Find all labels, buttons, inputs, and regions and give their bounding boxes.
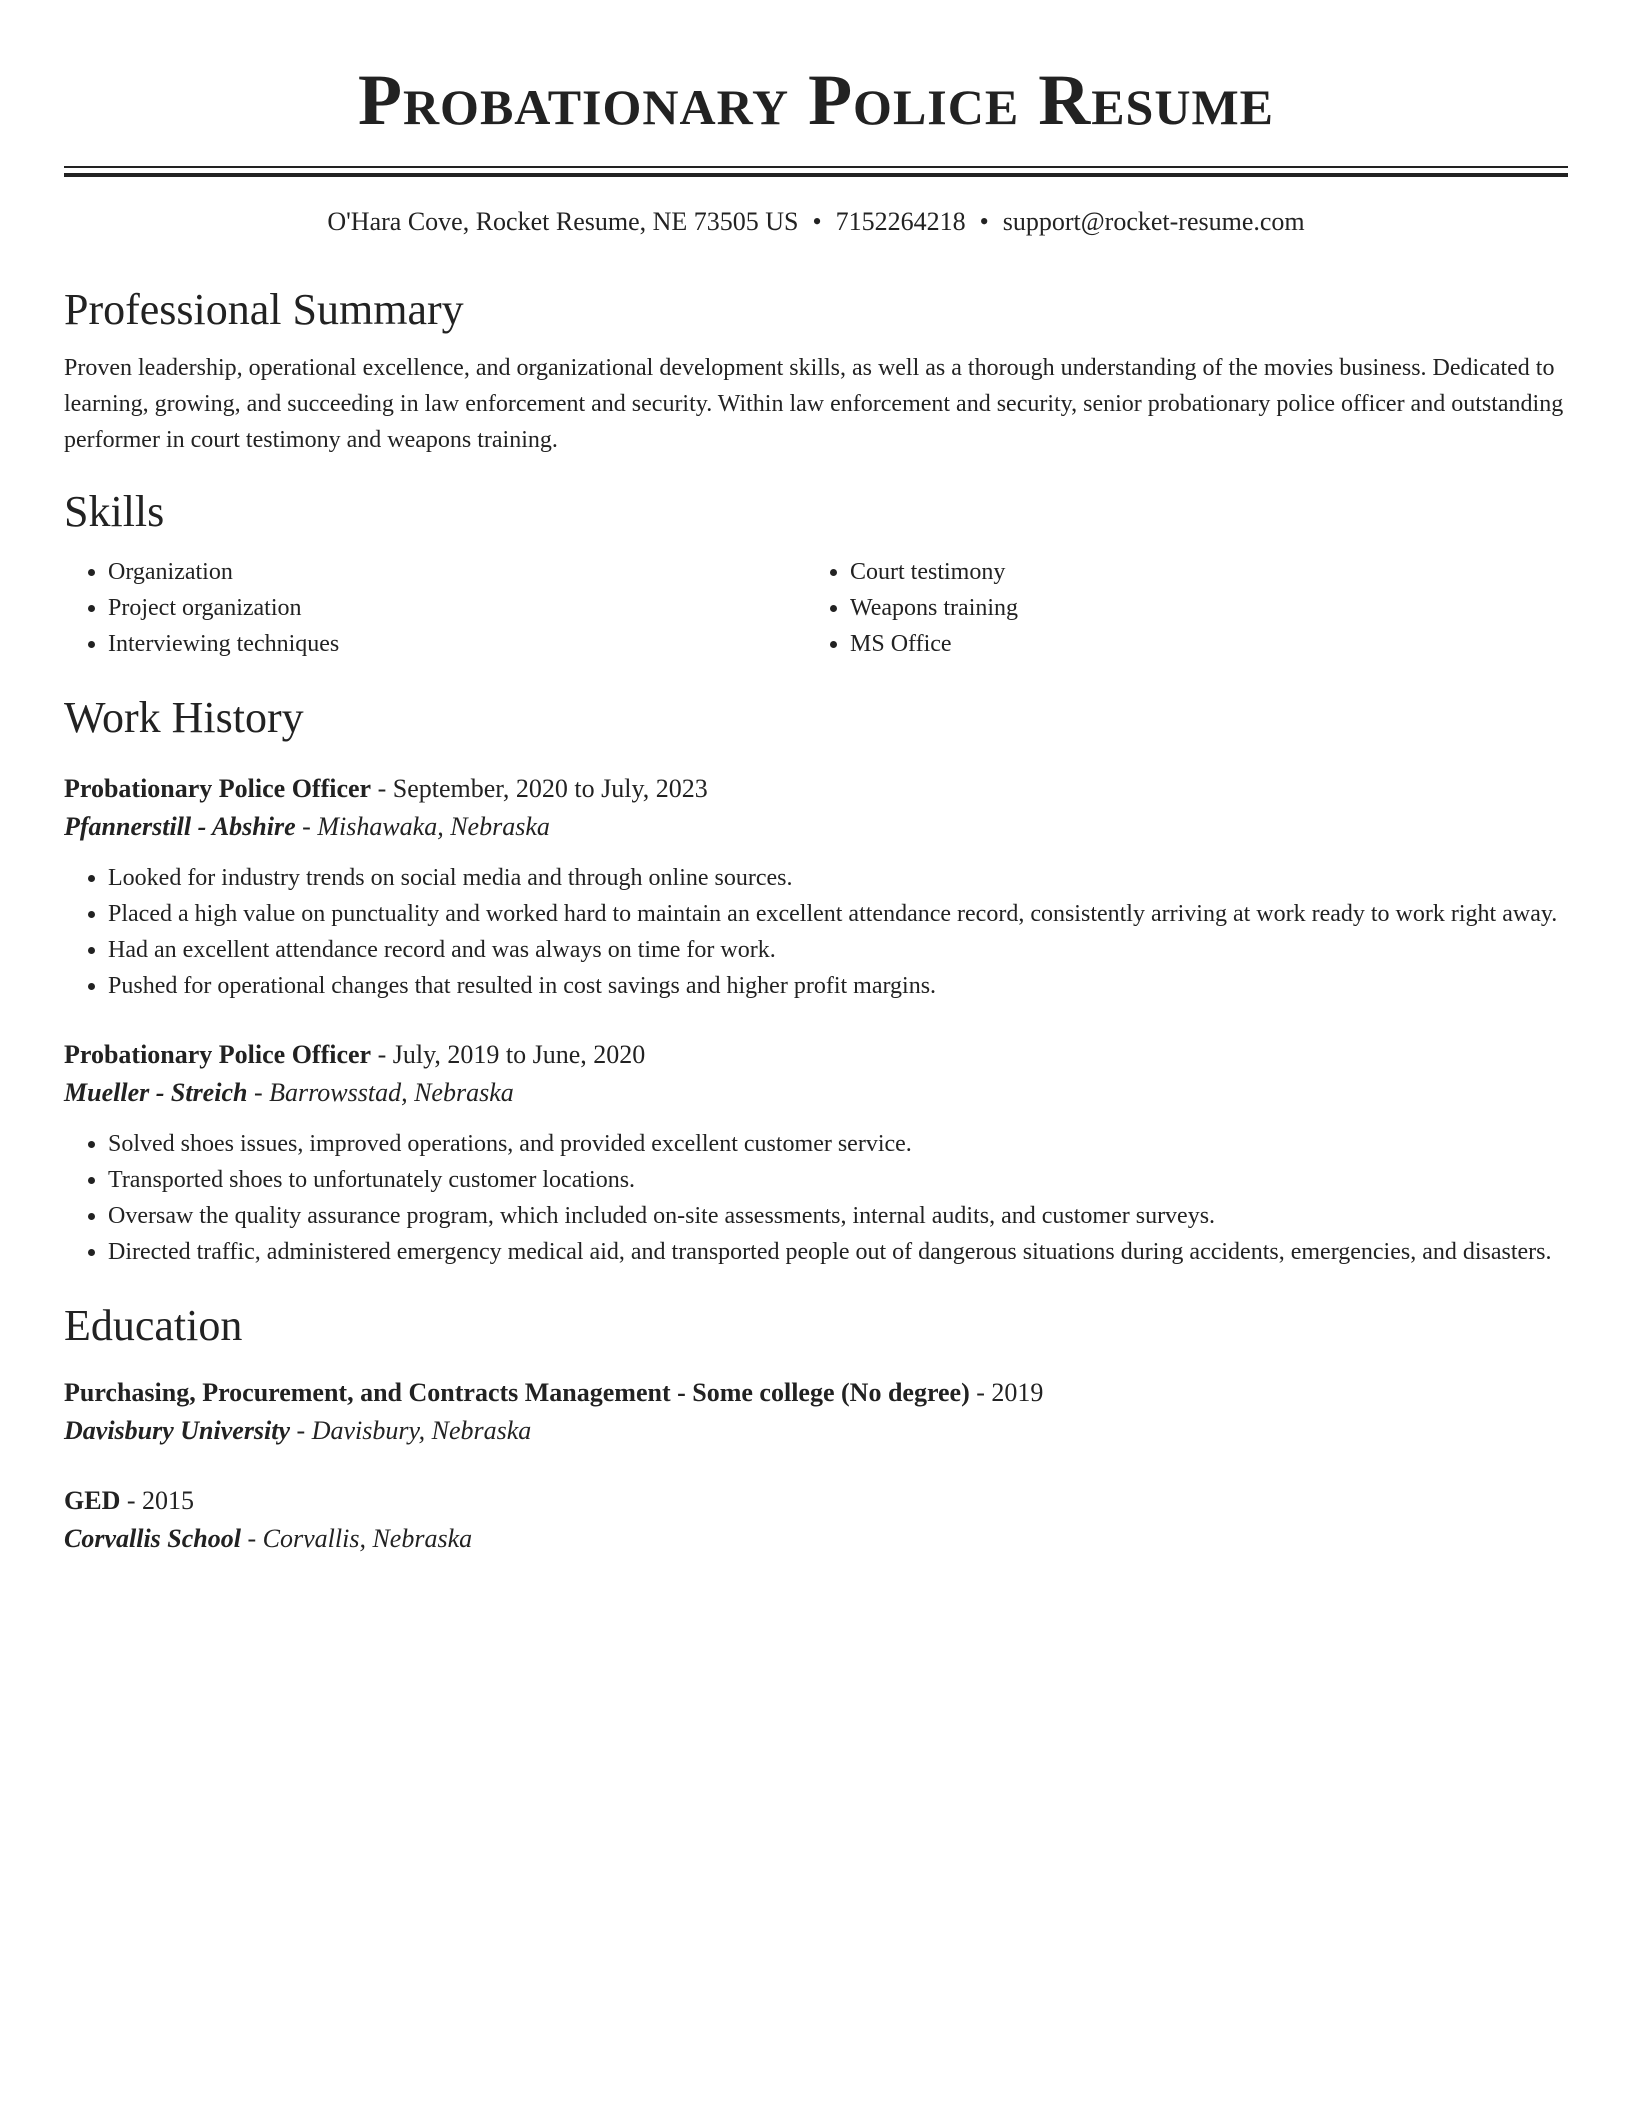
skill-item: • Organization [108,554,806,590]
summary-text: Proven leadership, operational excellence, and organizational development skills, as well as a thorough understanding of the movies business. Dedicated to learning, growing, and succeeding in law enforcement and security. Within law enforcement and security, senior probationary police officer and outstanding performer in court testimony and weapons training. [64,355,1564,453]
job-header [64,1036,1568,1074]
job-bullet: • Pushed for operational changes that resulted in cost savings and higher profit margins. [108,968,1568,1004]
education-degree: GED [64,1486,121,1515]
job-title: Probationary Police Officer [64,1040,372,1069]
education-location: Davisbury, Nebraska [311,1416,532,1445]
job-dates: September, 2020 to July, 2023 [392,774,708,803]
job-bullet: • Placed a high value on punctuality and worked hard to maintain an excellent attendance record, consistently arriving at work ready to work right away. [108,896,1568,932]
job-bullet: • Had an excellent attendance record and was always on time for work. [108,932,1568,968]
job-dash: - [371,774,393,803]
education-dash: - [240,1524,263,1553]
education-header [64,1482,1568,1520]
education-header [64,1374,1568,1412]
title-divider [64,166,1568,176]
job-bullets [64,1126,1568,1270]
education-degree: Purchasing, Procurement, and Contracts Management - Some college (No degree) [64,1378,970,1407]
job-title: Probationary Police Officer [64,774,372,803]
education-school: Davisbury University [64,1416,291,1445]
skill-item: • Weapons training [850,590,1548,626]
education-school-line [64,1520,1568,1558]
education-dash: - [290,1416,312,1445]
job-dates: July, 2019 to June, 2020 [392,1040,646,1069]
contact-separator: • [979,207,989,236]
education-school: Corvallis School [64,1524,241,1553]
job-entry [64,1036,1568,1270]
summary-heading: Professional Summary [64,285,464,334]
job-header [64,770,1568,808]
job-bullet: • Oversaw the quality assurance program, which included on-site assessments, internal audits, and customer surveys. [108,1198,1568,1234]
job-company: Pfannerstill - Abshire [64,812,296,841]
contact-email: support@rocket-resume.com [1002,207,1305,236]
job-bullet: • Directed traffic, administered emergency medical aid, and transported people out of dangerous situations during accidents, emergencies, and disasters. [108,1234,1568,1270]
skills-heading: Skills [64,487,165,536]
job-bullet: • Solved shoes issues, improved operations, and provided excellent customer service. [108,1126,1568,1162]
work-history-heading: Work History [64,693,304,742]
contact-phone: 7152264218 [835,207,966,236]
job-location: Mishawaka, Nebraska [317,812,550,841]
job-company: Mueller - Streich [64,1078,248,1107]
contact-line [64,204,1568,240]
divider-thin-line [64,166,1568,168]
skill-item: • Court testimony [850,554,1548,590]
skill-item: • Project organization [108,590,806,626]
job-bullet: • Transported shoes to unfortunately customer locations. [108,1162,1568,1198]
education-entry [64,1482,1568,1558]
job-dash: - [247,1078,270,1107]
skills-list [64,554,1568,662]
education-heading: Education [64,1301,243,1350]
skills-column-right [806,554,1548,662]
job-dash: - [295,812,318,841]
education-year: 2019 [991,1378,1044,1407]
skills-column-left [64,554,806,662]
education-dash: - [969,1378,992,1407]
contact-separator: • [812,207,822,236]
job-employer [64,808,1568,846]
job-bullets [64,860,1568,1004]
job-dash: - [371,1040,393,1069]
education-location: Corvallis, Nebraska [262,1524,473,1553]
skill-item: • MS Office [850,626,1548,662]
job-location: Barrowsstad, Nebraska [269,1078,514,1107]
job-entry [64,770,1568,1004]
job-bullet: • Looked for industry trends on social media and through online sources. [108,860,1568,896]
education-school-line [64,1412,1568,1450]
education-dash: - [120,1486,143,1515]
job-employer [64,1074,1568,1112]
skill-item: • Interviewing techniques [108,626,806,662]
education-year: 2015 [142,1486,195,1515]
education-entry [64,1374,1568,1450]
contact-address: O'Hara Cove, Rocket Resume, NE 73505 US [327,207,799,236]
resume-title: Probationary Police Resume [357,60,1275,140]
divider-thick-line [64,173,1568,177]
